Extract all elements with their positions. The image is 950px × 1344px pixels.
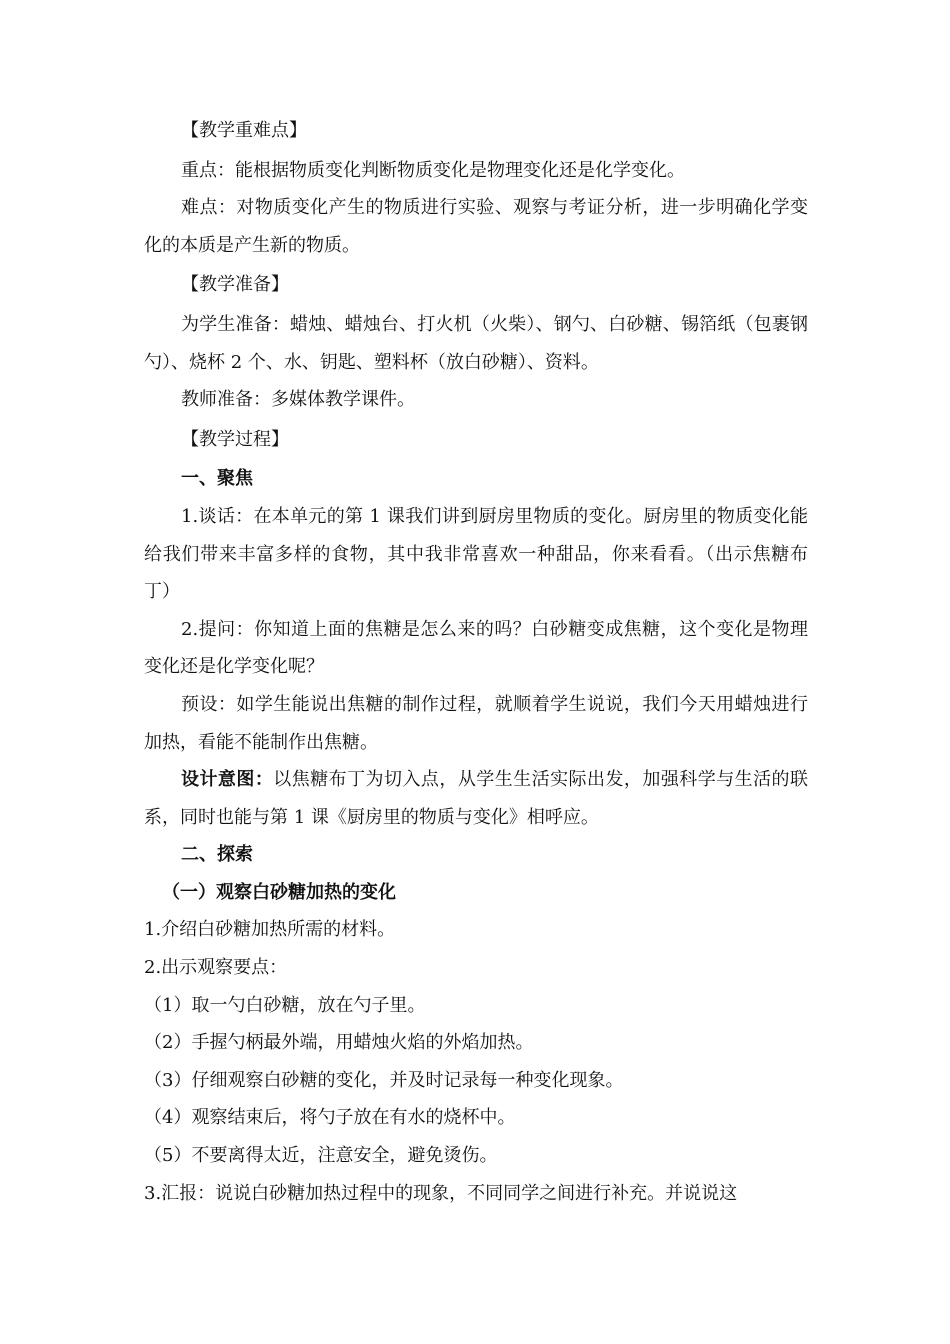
- design-intent-text: 以焦糖布丁为切入点，从学生生活实际出发，加强科学与生活的联系，同时也能与第 1 课《厨房里的物质与变化》相呼应。: [144, 769, 809, 828]
- observation-step: （4）观察结束后，将勺子放在有水的烧杯中。: [144, 1107, 516, 1129]
- difficulty-paragraph: 难点：对物质变化产生的物质进行实验、观察与考证分析，进一步明确化学变化的本质是产生新的物质。: [144, 197, 808, 256]
- student-prep-paragraph: 为学生准备：蜡烛、蜡烛台、打火机（火柴）、钢勺、白砂糖、锡箔纸（包裹钢勺）、烧杯 2 个、水、钥匙、塑料杯（放白砂糖）、资料。: [144, 313, 808, 373]
- section-explore-title: 二、探索: [181, 844, 253, 866]
- observation-step: （5）不要离得太近，注意安全，避免烫伤。: [144, 1145, 498, 1167]
- report-paragraph: 3.汇报：说说白砂糖加热过程中的现象，不同同学之间进行补充。并说说这: [144, 1182, 738, 1204]
- observation-step: （2）手握勺柄最外端，用蜡烛火焰的外焰加热。: [144, 1032, 534, 1054]
- subsection-observe-title: （一）观察白砂糖加热的变化: [162, 881, 396, 903]
- preset-paragraph: 预设：如学生能说出焦糖的制作过程，就顺着学生说说，我们今天用蜡烛进行加热，看能不能制作出焦糖。: [144, 693, 808, 753]
- heading-process: 【教学过程】: [181, 428, 289, 450]
- section-focus-title: 一、聚焦: [181, 468, 253, 490]
- heading-key-points: 【教学重难点】: [181, 120, 307, 141]
- materials-intro: 1.介绍白砂糖加热所需的材料。: [144, 919, 396, 941]
- design-intent-label: 设计意图：: [181, 769, 274, 791]
- question-paragraph: 2.提问：你知道上面的焦糖是怎么来的吗？白砂糖变成焦糖，这个变化是物理变化还是化学变化呢？: [144, 618, 808, 678]
- talk-paragraph: 1.谈话：在本单元的第 1 课我们讲到厨房里物质的变化。厨房里的物质变化能给我们带来丰富多样的食物，其中我非常喜欢一种甜品，你来看看。（出示焦糖布丁）: [144, 505, 808, 603]
- heading-preparation: 【教学准备】: [181, 274, 289, 296]
- teacher-prep-paragraph: 教师准备：多媒体教学课件。: [181, 389, 415, 411]
- key-point-paragraph: 重点：能根据物质变化判断物质变化是物理变化还是化学变化。: [181, 159, 685, 181]
- document-body: [144, 112, 808, 1212]
- observation-step: （3）仔细观察白砂糖的变化，并及时记录每一种变化现象。: [144, 1069, 624, 1091]
- design-intent-paragraph: [144, 761, 808, 836]
- observation-step: （1）取一勺白砂糖，放在勺子里。: [144, 994, 426, 1016]
- observation-points-title: 2.出示观察要点：: [144, 957, 288, 979]
